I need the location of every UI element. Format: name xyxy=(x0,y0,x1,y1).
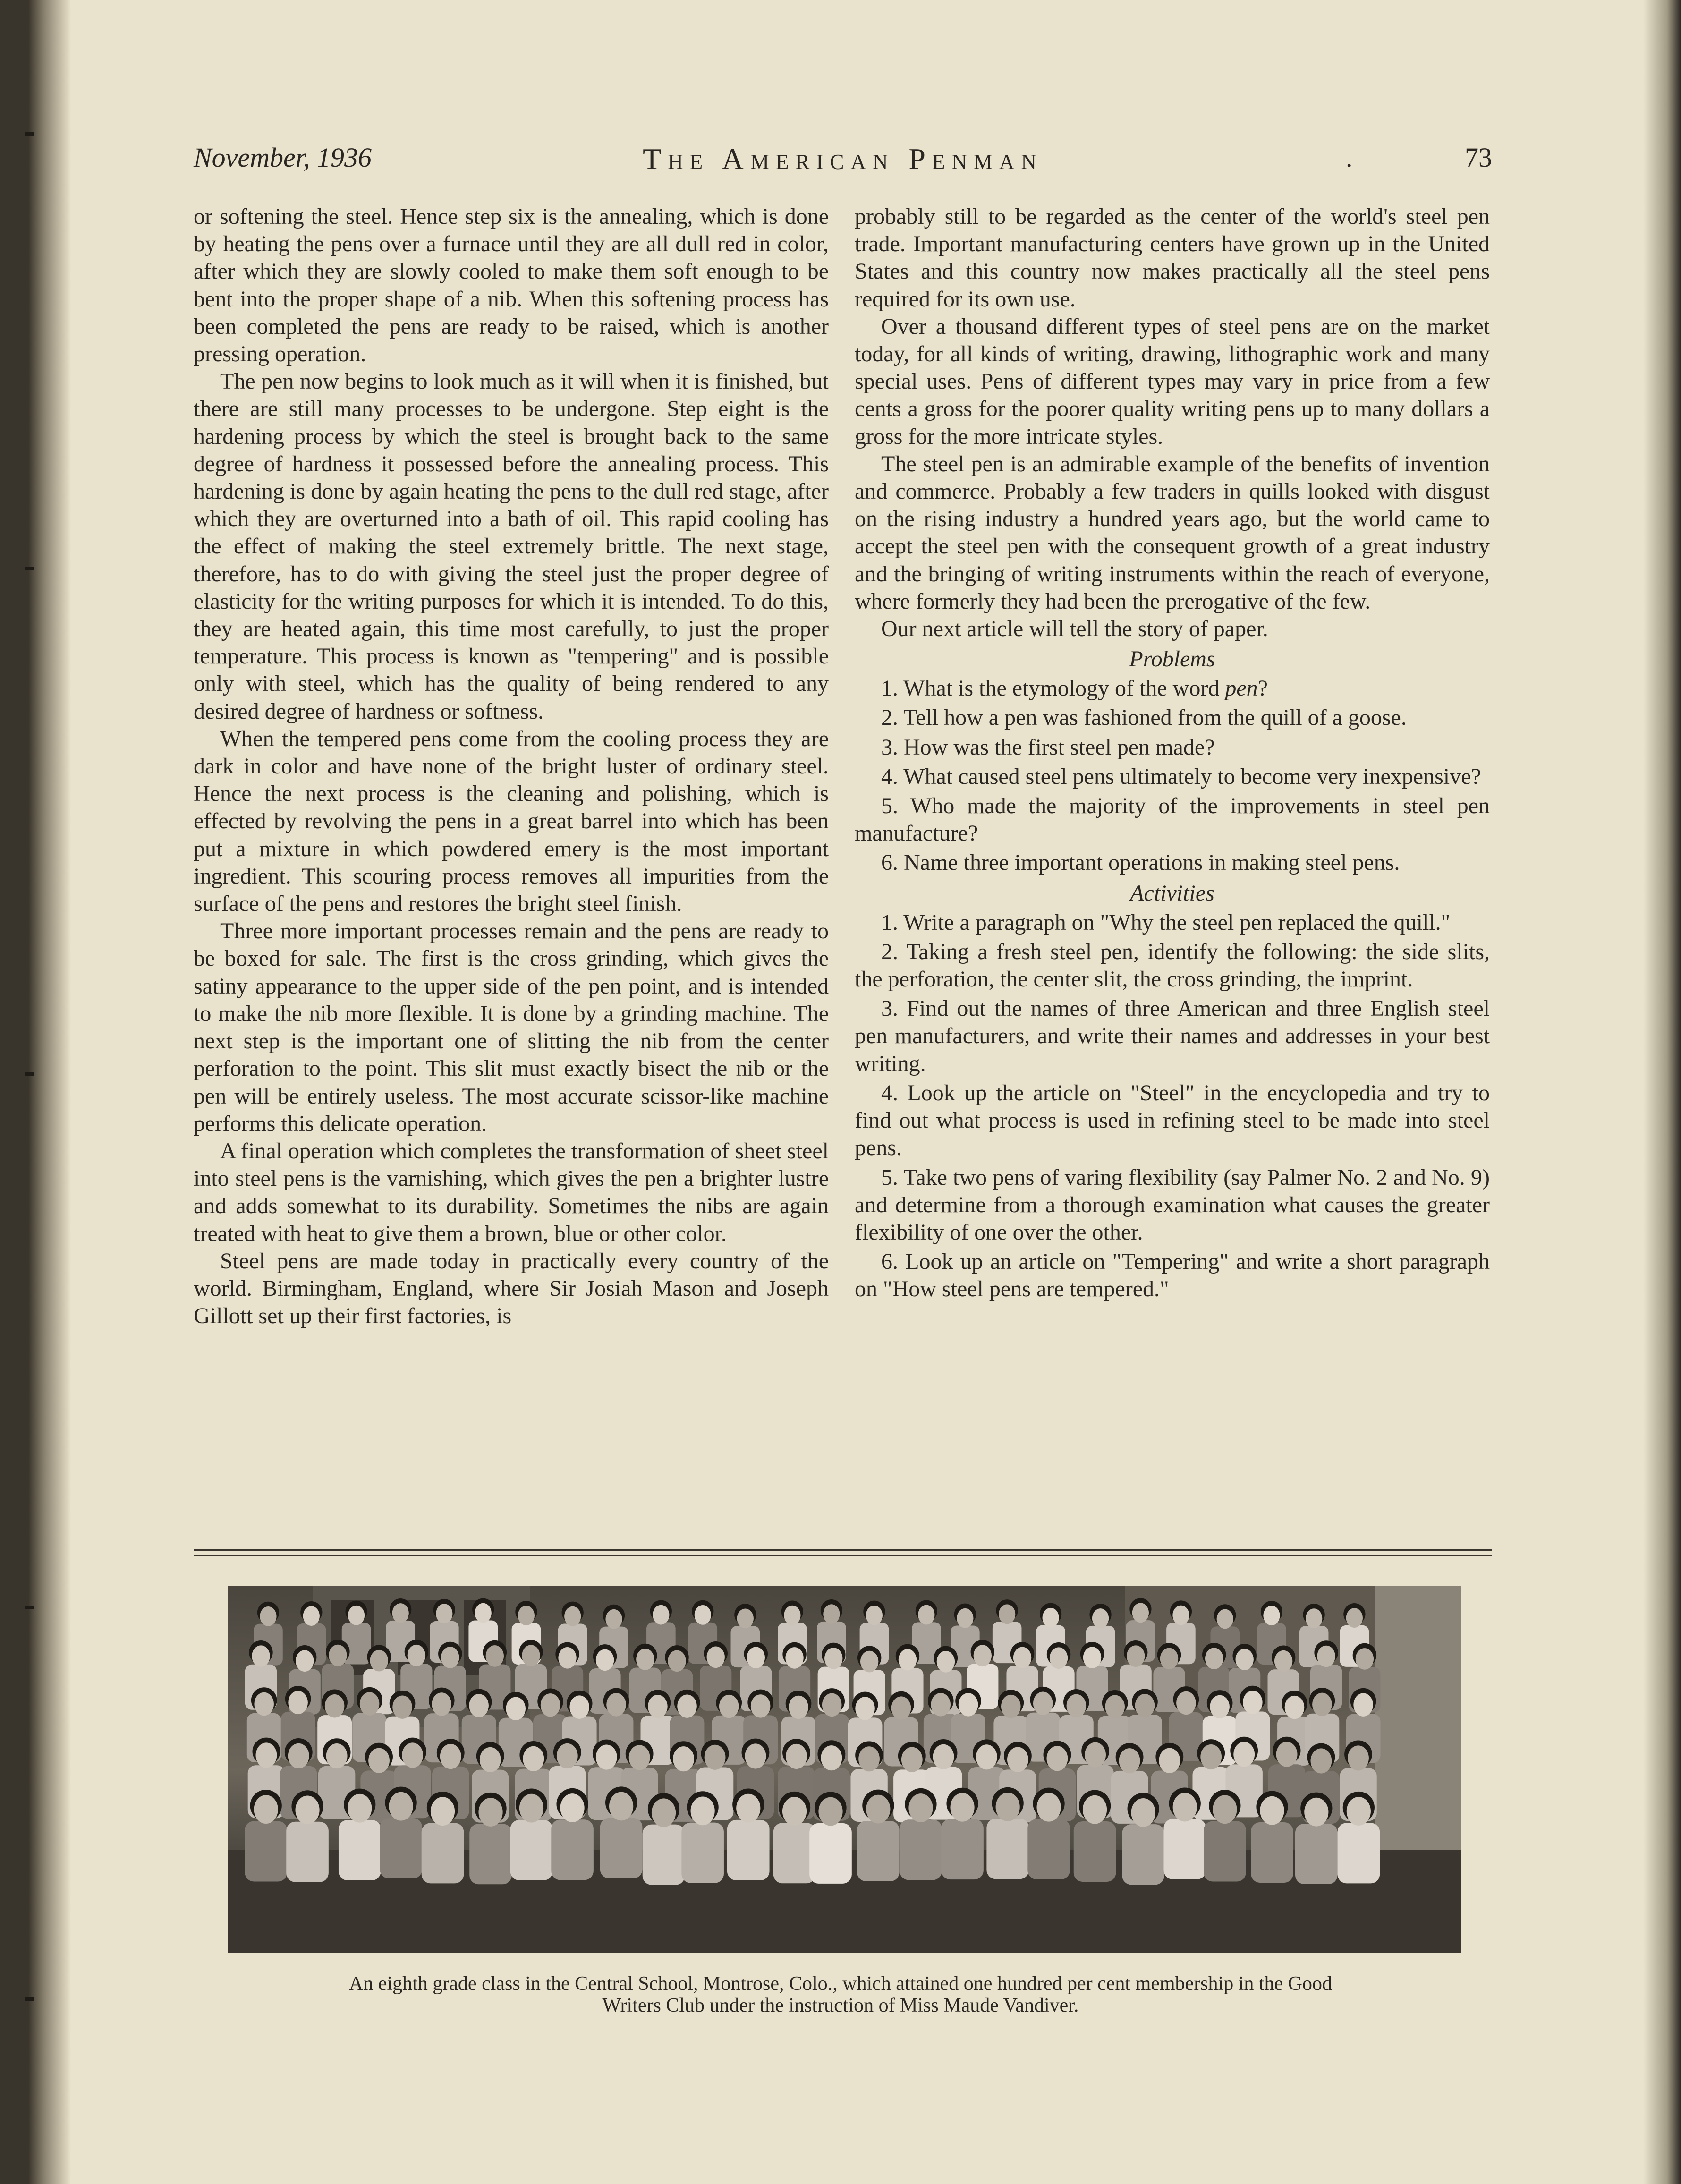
student-face xyxy=(541,1693,560,1717)
student-face xyxy=(745,1743,766,1768)
student-face xyxy=(254,1795,278,1824)
student-face xyxy=(1348,1745,1369,1770)
student-face xyxy=(1260,1796,1284,1825)
class-photo-image xyxy=(228,1586,1461,1953)
student-face xyxy=(475,1603,492,1623)
student-face xyxy=(860,1651,878,1673)
student-face xyxy=(518,1606,535,1625)
student-face xyxy=(918,1605,934,1625)
student-face xyxy=(1304,1798,1328,1827)
problem-item: 1. What is the etymology of the word pen? xyxy=(881,676,1268,701)
student-face xyxy=(296,1650,314,1672)
student-figure xyxy=(643,1825,685,1885)
student-face xyxy=(1353,1693,1373,1716)
student-figure xyxy=(551,1819,594,1880)
student-face xyxy=(432,1692,451,1716)
binding-mark xyxy=(25,1997,34,2001)
student-face xyxy=(751,1694,771,1717)
student-face xyxy=(609,1792,633,1821)
activity-item: 4. Look up the article on "Steel" in the encyclopedia and try to find out what process is used in refining steel to be made into steel pens. xyxy=(855,1080,1490,1161)
student-face xyxy=(564,1606,581,1626)
student-face xyxy=(950,1793,974,1822)
student-face xyxy=(818,1797,842,1826)
caption-line: An eighth grade class in the Central School, Montrose, Colo., which attained one hundred per cent membership in the Good xyxy=(348,1973,1332,1995)
student-face xyxy=(1263,1606,1280,1625)
student-face xyxy=(486,1645,504,1667)
student-face xyxy=(288,1691,308,1714)
student-face xyxy=(325,1694,345,1717)
caption-line: Writers Club under the instruction of Miss Maude Vandiver. xyxy=(602,1995,1079,2016)
student-figure xyxy=(600,1818,643,1878)
left-column xyxy=(194,203,829,1330)
student-face xyxy=(1317,1646,1335,1667)
student-face xyxy=(569,1695,589,1718)
student-figure xyxy=(941,1819,984,1879)
student-face xyxy=(789,1696,808,1719)
student-face xyxy=(933,1744,954,1769)
student-face xyxy=(1067,1694,1087,1717)
page-number: 73 xyxy=(1465,142,1492,173)
problem-item: 6. Name three important operations in making steel pens. xyxy=(881,850,1400,875)
activity-item: 3. Find out the names of three American and three English steel pen manufacturers, and write their names and addresses in your best writing. xyxy=(855,996,1490,1076)
student-figure xyxy=(773,1823,816,1883)
student-face xyxy=(1173,1793,1197,1822)
student-figure xyxy=(681,1823,724,1883)
student-face xyxy=(695,1605,711,1625)
rule-line xyxy=(194,1555,1492,1556)
paragraph: When the tempered pens come from the cooling process they are dark in color and have none of the bright luster of ordinary steel. Hence the next process is the cleaning and polishing, which is effected by revolving the pens in a great barrel into which has been put a mixture in which powdered emery is the most important ingredient. This scouring process removes all impurities from the surface of the pens and restores the bright steel finish. xyxy=(194,726,829,917)
student-face xyxy=(784,1606,800,1625)
student-figure xyxy=(727,1820,770,1880)
student-face xyxy=(1119,1748,1140,1773)
activity-item: 5. Take two pens of varing flexibility (say Palmer No. 2 and No. 9) and determine from a thorough examination what causes the greater flexibility of one over the other. xyxy=(855,1164,1490,1245)
student-face xyxy=(1033,1691,1053,1715)
student-figure xyxy=(1163,1819,1206,1879)
activity-item: 6. Look up an article on "Tempering" and write a short paragraph on "How steel pens are tempered." xyxy=(855,1249,1490,1302)
student-face xyxy=(899,1649,917,1671)
student-face xyxy=(1007,1747,1028,1772)
student-face xyxy=(519,1794,543,1823)
student-face xyxy=(606,1693,626,1716)
student-face xyxy=(1274,1650,1292,1672)
student-figure xyxy=(245,1821,287,1881)
student-face xyxy=(1172,1606,1189,1625)
student-figure xyxy=(809,1823,852,1884)
problem-item: 5. Who made the majority of the improvements in steel pen manufacture? xyxy=(855,793,1490,846)
student-figure xyxy=(286,1822,329,1882)
class-photograph xyxy=(228,1586,1461,1953)
student-face xyxy=(1243,1691,1263,1714)
student-face xyxy=(736,1794,760,1823)
student-face xyxy=(1083,1647,1101,1668)
student-face xyxy=(1159,1748,1180,1773)
student-face xyxy=(431,1797,455,1826)
activity-item: 1. Write a paragraph on "Why the steel pen replaced the quill." xyxy=(881,909,1451,935)
student-face xyxy=(370,1650,388,1672)
student-figure xyxy=(469,1824,512,1884)
student-face xyxy=(1085,1742,1106,1768)
student-face xyxy=(295,1795,319,1824)
binding-mark xyxy=(25,1072,34,1076)
student-face xyxy=(252,1645,270,1667)
student-face xyxy=(605,1609,622,1629)
student-face xyxy=(782,1797,807,1826)
student-face xyxy=(1306,1608,1322,1628)
problems-heading: Problems xyxy=(1129,646,1215,672)
student-face xyxy=(1312,1693,1332,1716)
student-figure xyxy=(339,1820,381,1880)
student-face xyxy=(480,1747,501,1772)
student-figure xyxy=(900,1819,942,1880)
student-face xyxy=(506,1697,526,1720)
activities-heading: Activities xyxy=(1130,880,1214,906)
student-figure xyxy=(1027,1819,1070,1879)
student-face xyxy=(1042,1608,1059,1628)
student-figure xyxy=(1122,1824,1164,1885)
student-face xyxy=(747,1647,765,1668)
header-dot: . xyxy=(1346,142,1353,173)
student-face xyxy=(824,1648,842,1669)
student-face xyxy=(957,1608,973,1628)
student-face xyxy=(1092,1608,1109,1628)
student-face xyxy=(866,1606,883,1625)
student-face xyxy=(1200,1744,1222,1769)
student-face xyxy=(1356,1648,1374,1670)
paragraph: Our next article will tell the story of paper. xyxy=(881,616,1268,642)
student-face xyxy=(937,1651,955,1673)
student-face xyxy=(823,1604,840,1624)
student-face xyxy=(557,1743,578,1768)
student-face xyxy=(326,1743,348,1768)
right-edge-shadow xyxy=(1643,0,1681,2184)
running-header xyxy=(194,142,1492,179)
binding-mark xyxy=(25,132,34,136)
student-figure xyxy=(1338,1823,1380,1883)
student-face xyxy=(1050,1647,1068,1669)
student-face xyxy=(558,1647,576,1669)
student-face xyxy=(931,1693,951,1716)
student-face xyxy=(636,1649,654,1670)
paragraph: A final operation which completes the transformation of sheet steel into steel pens is the varnishing, which gives the pen a brighter lustre and adds somewhat to its durability. Sometimes the nibs are again treated with heat to give them a brown, blue or other color. xyxy=(194,1138,829,1246)
student-face xyxy=(469,1694,489,1717)
student-face xyxy=(1160,1648,1178,1670)
student-face xyxy=(1083,1795,1107,1824)
student-face xyxy=(360,1692,380,1715)
student-face xyxy=(719,1695,739,1718)
student-face xyxy=(959,1693,978,1716)
student-face xyxy=(1347,1797,1371,1826)
student-figure xyxy=(857,1821,900,1881)
right-column xyxy=(855,203,1490,1303)
student-face xyxy=(976,1744,997,1769)
student-face xyxy=(392,1603,409,1623)
student-face xyxy=(901,1747,923,1772)
page-binding-shadow xyxy=(0,0,71,2184)
student-face xyxy=(440,1744,461,1769)
student-face xyxy=(705,1745,726,1770)
student-face xyxy=(822,1693,842,1717)
student-face xyxy=(996,1793,1020,1821)
student-face xyxy=(629,1745,650,1770)
student-face xyxy=(821,1745,842,1770)
student-face xyxy=(673,1746,694,1771)
student-face xyxy=(1132,1603,1149,1623)
student-face xyxy=(1013,1647,1031,1669)
student-figure xyxy=(1204,1821,1246,1882)
student-face xyxy=(348,1794,372,1823)
student-face xyxy=(288,1743,309,1768)
student-figure xyxy=(1251,1822,1293,1883)
student-face xyxy=(348,1606,365,1625)
student-face xyxy=(652,1798,676,1827)
student-face xyxy=(1127,1645,1145,1667)
student-face xyxy=(691,1796,715,1825)
student-face xyxy=(1210,1695,1230,1718)
student-face xyxy=(368,1748,390,1773)
paragraph: The pen now begins to look much as it will when it is finished, but there are still many processes to be undergone. Step eight is the hardening process by which the steel is brought back to the same degree of hardness it possessed before the annealing process. This hardening is done by again heating the pens to the dull red stage, after which they are overturned into a bath of oil. This rapid cooling has the effect of making the steel extremely brittle. The next stage, therefore, has to do with giving the steel just the proper degree of elasticity for the writing purposes for which it is intended. To do this, they are heated again, this time most carefully, to just the proper temperature. This process is known as "tempering" and is possible only with steel, which has the quality of being rendered to any desired degree of hardness or softness. xyxy=(194,369,829,724)
student-face xyxy=(858,1746,880,1771)
student-face xyxy=(441,1647,459,1668)
student-face xyxy=(389,1792,413,1821)
student-face xyxy=(1213,1795,1237,1824)
student-face xyxy=(1105,1695,1125,1718)
student-figure xyxy=(422,1823,464,1883)
student-face xyxy=(1233,1742,1255,1767)
binding-mark xyxy=(25,1606,34,1609)
student-face xyxy=(999,1604,1015,1624)
student-face xyxy=(522,1645,540,1666)
student-face xyxy=(785,1647,803,1669)
rule-line xyxy=(194,1549,1492,1551)
student-face xyxy=(1310,1748,1332,1773)
student-face xyxy=(1276,1742,1298,1767)
student-face xyxy=(1285,1696,1305,1719)
student-face xyxy=(402,1742,423,1768)
student-face xyxy=(1135,1694,1155,1717)
paragraph: Three more important processes remain and the pens are ready to be boxed for sale. The first is the cross grinding, which gives the satiny appearance to the upper side of the pen point, and is intended to make the nib more flexible. It is done by a grinding machine. The next step is the important one of slitting the nib from the center perforation to the point. This slit must exactly bisect the nib or the pen will be entirely useless. The most accurate scissor-like machine performs this delicate operation. xyxy=(194,918,829,1136)
binding-mark xyxy=(25,567,34,570)
student-face xyxy=(329,1645,347,1666)
student-face xyxy=(1346,1608,1363,1628)
student-figure xyxy=(986,1819,1029,1879)
student-face xyxy=(478,1798,502,1827)
student-face xyxy=(1176,1691,1196,1715)
problem-item: 3. How was the first steel pen made? xyxy=(881,734,1215,760)
student-figure xyxy=(1074,1821,1116,1882)
student-face xyxy=(1047,1746,1068,1771)
double-rule xyxy=(194,1548,1492,1567)
paragraph: Steel pens are made today in practically every country of the world. Birmingham, England, where Sir Josiah Mason and Joseph Gillott set up their first factories, is xyxy=(194,1248,829,1329)
student-face xyxy=(648,1695,668,1718)
student-face xyxy=(256,1742,277,1768)
paragraph: The steel pen is an admirable example of the benefits of invention and commerce. Probably a few traders in quills looked with disgust on the rising industry a hundred years ago, but the world came to accept the steel pen with the consequent growth of a great industry and the bringing of writing instruments within the reach of everyone, where formerly they had been the prerogative of the few. xyxy=(855,451,1490,614)
student-face xyxy=(707,1646,725,1668)
student-face xyxy=(855,1697,875,1720)
student-face xyxy=(1131,1798,1155,1827)
student-face xyxy=(908,1793,933,1822)
student-face xyxy=(1037,1793,1061,1822)
student-figure xyxy=(510,1820,553,1880)
activity-item: 2. Taking a fresh steel pen, identify the following: the side slits, the perforation, the center slit, the cross grinding, the imprint. xyxy=(855,939,1490,992)
student-face xyxy=(523,1746,544,1771)
paragraph: Over a thousand different types of steel pens are on the market today, for all kinds of writing, drawing, lithographic work and many special uses. Pens of different types may vary in price from a few cents a gross for the poorer quality writing pens up to many dollars a gross for the more intricate styles. xyxy=(855,314,1490,449)
student-face xyxy=(1205,1648,1223,1669)
student-face xyxy=(408,1645,425,1666)
student-face xyxy=(677,1694,697,1717)
student-face xyxy=(260,1606,276,1626)
paragraph: probably still to be regarded as the center of the world's steel pen trade. Important manufacturing centers have grown up in the United States and this country now makes practically all the steel pens required for its own use. xyxy=(855,204,1490,312)
issue-date: November, 1936 xyxy=(194,142,372,173)
student-face xyxy=(866,1795,890,1824)
student-face xyxy=(596,1649,614,1671)
student-face xyxy=(596,1744,617,1769)
student-face xyxy=(974,1645,992,1666)
student-face xyxy=(737,1608,754,1628)
problem-item: 4. What caused steel pens ultimately to become very inexpensive? xyxy=(881,764,1481,789)
student-figure xyxy=(1295,1824,1338,1884)
publication-title: The American Penman xyxy=(643,142,1043,176)
paragraph: or softening the steel. Hence step six is the annealing, which is done by heating the pens over a furnace until they are all dull red in color, after which they are slowly cooled to make them soft enough to be bent into the proper shape of a nib. When this softening process has been completed the pens are ready to be raised, which is another pressing operation. xyxy=(194,204,829,367)
photo-caption xyxy=(203,1973,1478,2016)
student-face xyxy=(303,1606,320,1626)
problem-item: 2. Tell how a pen was fashioned from the quill of a goose. xyxy=(881,705,1407,731)
student-face xyxy=(436,1604,452,1623)
student-face xyxy=(1217,1609,1233,1629)
student-face xyxy=(1001,1695,1021,1718)
student-face xyxy=(560,1793,584,1822)
student-face xyxy=(653,1605,669,1625)
student-figure xyxy=(380,1818,422,1878)
student-face xyxy=(254,1692,274,1716)
student-face xyxy=(668,1650,686,1672)
student-face xyxy=(891,1696,911,1719)
student-face xyxy=(786,1744,807,1769)
student-face xyxy=(1235,1649,1253,1670)
student-face xyxy=(392,1695,412,1718)
